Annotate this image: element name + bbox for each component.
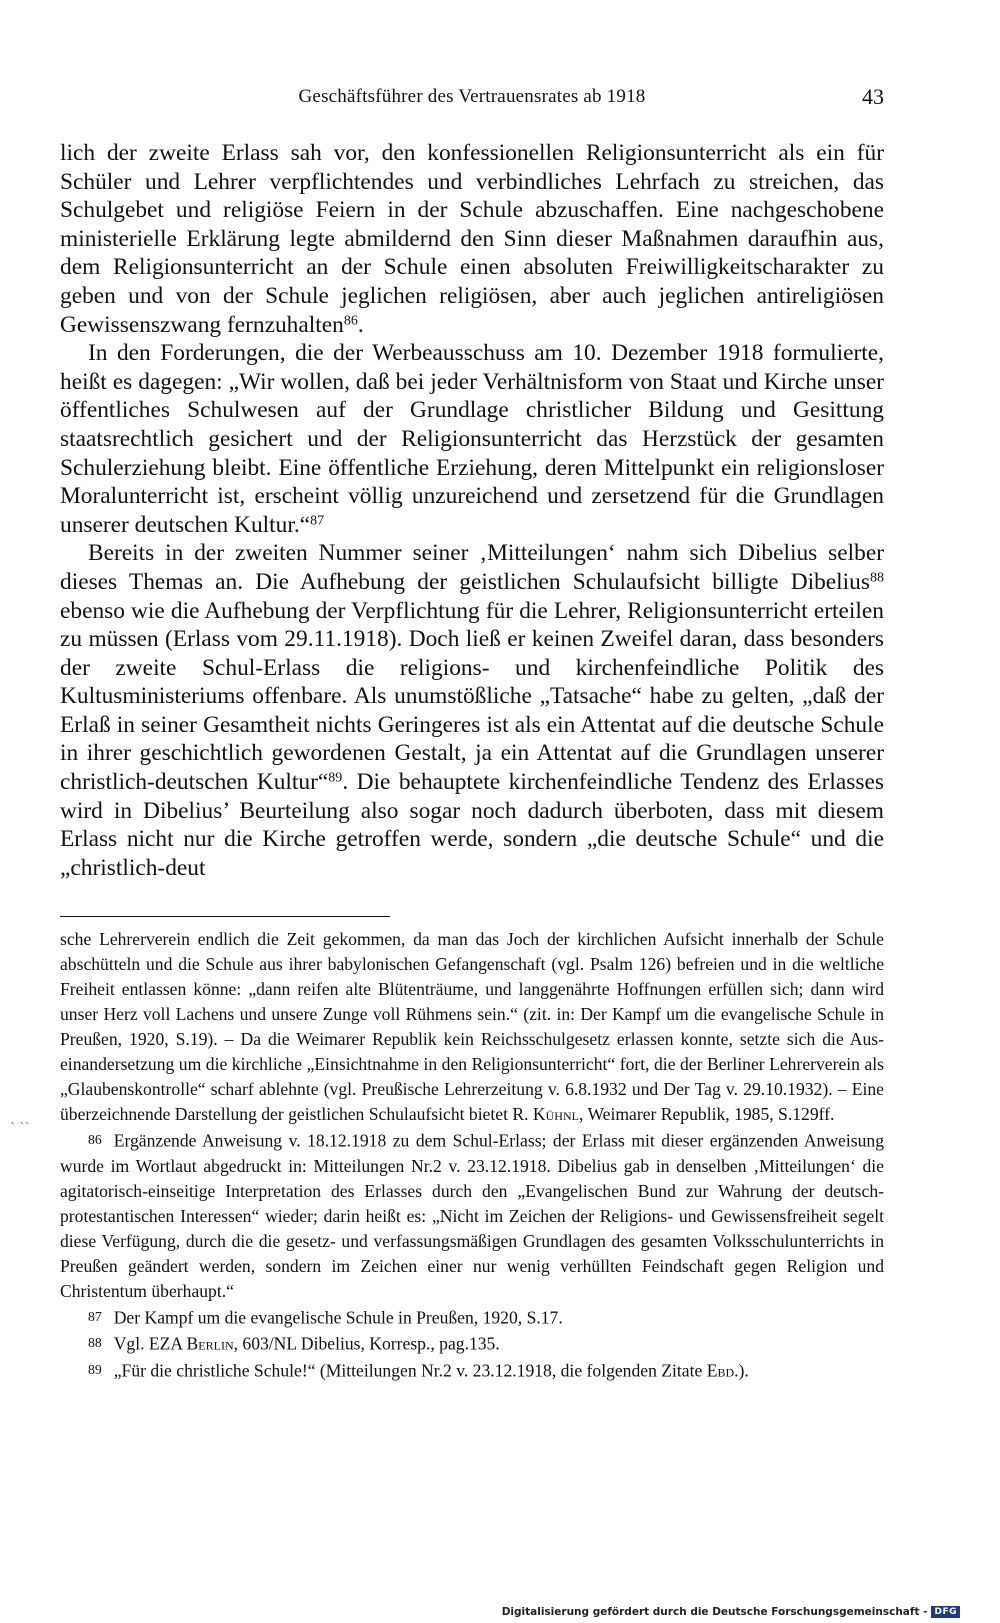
footnote-86: 86 Ergänzende Anweisung v. 18.12.1918 zu dem Schul-Erlass; der Erlass mit dieser ergänzenden Anweisung wurde im Wortlaut abgedruckt in: Mitteilungen Nr.2 v. 23.12.1918. Dibelius gab in denselben ‚Mitteilungen‘ die agitatorisch-einseitige Interpretation des Erlasses durch den „Evangelischen Bund zur Wahrung der deutsch-protestantischen Interessen“ wieder; darin heißt es: „Nicht im Zeichen der Religions- und Gewissensfreiheit segelt diese Verfügung, durch die die gesetz- und verfassungsmäßigen Grundlagen des gesamten Volksschulunterrichts in Preußen geändert werden, sondern im Zeichen einer nur wenig verhüllten Feindschaft gegen Religion und Christentum überhaupt.“ bbox=[60, 1130, 884, 1301]
margin-mark: ˏ ˏˏ bbox=[10, 1108, 30, 1125]
dfg-logo-icon: DFG bbox=[931, 1606, 960, 1618]
paragraph-1: lich der zweite Erlass sah vor, den konfessionellen Religionsunterricht als ein für Schüler und Lehrer verpflichtendes und verbindliches Lehrfach zu streichen, das Schulgebet und religiöse Feiern in der Schule abzuschaffen. Eine nachgeschobene ministerielle Erklärung legte abmildernd den Sinn dieser Maßnahmen daraufhin aus, dem Religionsunterricht an der Schule einen absoluten Freiwilligkeitscharakter zu geben und von der Schule jeglichen religiösen, aber auch jeglichen antireligiösen Gewissenszwang fernzuhalten$^{86}$. bbox=[60, 140, 884, 338]
footnote-ref-89[interactable]: 89 bbox=[328, 769, 343, 786]
footnote-number: 88 bbox=[88, 1335, 102, 1351]
dfg-watermark bbox=[502, 1605, 960, 1619]
paragraph-2: In den Forderungen, die der Werbeausschuss am 10. Dezember 1918 formulierte, heißt es dagegen: „Wir wollen, daß bei jeder Verhältnisform von Staat und Kirche unser öffentliches Schulwesen auf der Grundlage christlicher Bildung und Gesittung staatsrechtlich gesichert und der Religionsunterricht das Herzstück der gesamten Schulerziehung bleibt. Eine öffentliche Erziehung, deren Mittelpunkt ein religionsloser Moralunterricht ist, erscheint völlig unzureichend und zersetzend für die Grundlagen unserer deutschen Kultur.“$^{87}$ bbox=[60, 340, 884, 538]
watermark-text: Digitalisierung gefördert durch die Deutsche Forschungsgemeinschaft - bbox=[501, 1606, 928, 1618]
footnote-number: 89 bbox=[88, 1362, 102, 1378]
footnote-continued: sche Lehrerverein endlich die Zeit gekommen, da man das Joch der kirchlichen Aufsicht innerhalb der Schule abschütteln und die Schule aus ihrer babylonischen Gefangenschaft (vgl. Psalm 126) befreien und in die weltliche Freiheit entlassen könne: „dann reifen alte Blütenträume, und langgenährte Hoffnungen erfüllen sich; dann wird unser Herz voll Lachens und unsere Zunge voll Rühmens sein.“ (zit. in: Der Kampf um die evangelische Schule in Preußen, 1920, S.19). – Da die Weimarer Republik kein Reichsschulgesetz erlassen konnte, setzte sich die Auseinandersetzung um die kirchliche „Einsichtnahme in den Religionsunterricht“ fort, die der Berliner Lehrerverein als „Glaubenskontrolle“ scharf ablehnte (vgl. Preußische Lehrerzeitung v. 6.8.1932 und Der Tag v. 29.10.1932). – Eine überzeichnende Darstellung der geistlichen Schulaufsicht bietet R. Kühnl, Weimarer Republik, 1985, S.129ff. bbox=[60, 929, 884, 1124]
footnote-89: 89 „Für die christliche Schule!“ (Mitteilungen Nr.2 v. 23.12.1918, die folgenden Zitate Ebd.). bbox=[88, 1360, 749, 1381]
footnote-88: 88 Vgl. EZA Berlin, 603/NL Dibelius, Korresp., pag.135. bbox=[88, 1334, 500, 1355]
footnote-ref-88[interactable]: 88 bbox=[869, 569, 884, 586]
footnote-ref-87[interactable]: 87 bbox=[310, 512, 325, 528]
footnote-separator bbox=[60, 916, 390, 917]
footnote-number: 87 bbox=[88, 1308, 102, 1324]
footnote-ref-86[interactable]: 86 bbox=[343, 311, 358, 328]
paragraph-3: Bereits in der zweiten Nummer seiner ‚Mitteilungen‘ nahm sich Dibelius selber dieses Themas an. Die Aufhebung der geistlichen Schulaufsicht billigte Dibelius$^{88}$ ebenso wie die Aufhebung der Verpflichtung für die Lehrer, Religionsunterricht erteilen zu müssen (Erlass vom 29.11.1918). Doch ließ er keinen Zweifel daran, dass besonders der zweite Schul-Erlass die religions- und kirchenfeindliche Politik des Kultusministeriums offenbare. Als unumstößliche „Tatsache“ habe zu gelten, „daß der Erlaß in seiner Gesamtheit nichts Geringeres ist als ein Attentat auf die deutsche Schule in ihrer geschichtlich gewordenen Gestalt, ja ein Attentat auf die Grundlagen unserer christlich-deutschen Kultur“$^{89}$. Die behauptete kirchenfeindliche Tendenz des Erlasses wird in Dibelius’ Beurteilung also sogar noch dadurch überboten, dass mit diesem Erlass nicht nur die Kirche getroffen werde, sondern „die deutsche Schule“ und die „christlich-deut bbox=[60, 540, 884, 881]
page-header bbox=[60, 86, 884, 118]
footnote-number: 86 bbox=[88, 1132, 102, 1147]
page-number: 43 bbox=[862, 84, 884, 109]
footnote-87: 87 Der Kampf um die evangelische Schule in Preußen, 1920, S.17. bbox=[88, 1307, 563, 1328]
running-head: Geschäftsführer des Vertrauensrates ab 1918 bbox=[298, 86, 646, 107]
body-text bbox=[60, 139, 884, 882]
footnotes bbox=[60, 927, 884, 1384]
